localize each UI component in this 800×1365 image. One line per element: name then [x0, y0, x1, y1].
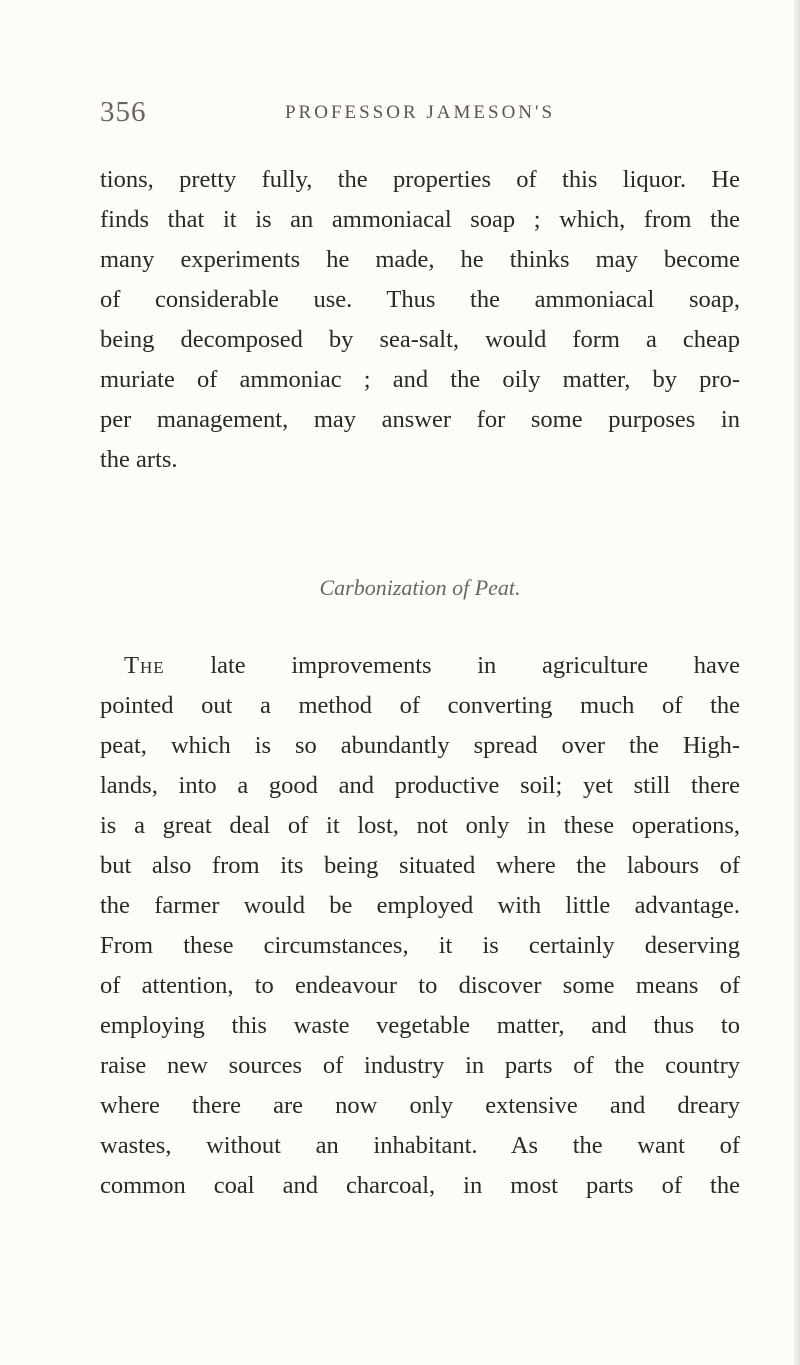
text-line: where there are now only extensive and dreary: [100, 1092, 740, 1119]
text-line: the arts.: [100, 446, 178, 473]
text-line: muriate of ammoniac ; and the oily matter, by pro-: [100, 366, 740, 393]
text-line: many experiments he made, he thinks may become: [100, 246, 740, 273]
text-line: but also from its being situated where the labours of: [100, 852, 740, 879]
running-head: PROFESSOR JAMESON'S: [284, 102, 556, 123]
text-line: is a great deal of it lost, not only in these operations,: [100, 812, 740, 839]
text-line: employing this waste vegetable matter, and thus to: [100, 1012, 740, 1039]
text-line: finds that it is an ammoniacal soap ; which, from the: [100, 206, 740, 233]
text-line: pointed out a method of converting much of the: [100, 692, 740, 719]
text-line: wastes, without an inhabitant. As the want of: [100, 1132, 740, 1159]
text-line: peat, which is so abundantly spread over the High-: [100, 732, 740, 759]
text-line: raise new sources of industry in parts of the country: [100, 1052, 740, 1079]
section-heading: Carbonization of Peat.: [319, 575, 521, 600]
text-line: tions, pretty fully, the properties of this liquor. He: [100, 166, 740, 193]
text-line: From these circumstances, it is certainly deserving: [100, 932, 740, 959]
text-line: of considerable use. Thus the ammoniacal soap,: [100, 286, 740, 313]
paragraph-2: [100, 646, 740, 1206]
page-header: [100, 96, 740, 136]
text-line: per management, may answer for some purposes in: [100, 406, 740, 433]
text-line: lands, into a good and productive soil; yet still there: [100, 772, 740, 799]
text-line: of attention, to endeavour to discover some means of: [100, 972, 740, 999]
text-line-first: [100, 646, 740, 686]
text-line: common coal and charcoal, in most parts of the: [100, 1172, 740, 1199]
drop-word: The: [124, 652, 165, 679]
first-line-rest: late improvements in agriculture have: [164, 652, 740, 679]
page-edge: [794, 0, 800, 1365]
text-line: being decomposed by sea-salt, would form a cheap: [100, 326, 740, 353]
page-number: 356: [100, 96, 147, 128]
text-line: the farmer would be employed with little advantage.: [100, 892, 740, 919]
paragraph-1: [100, 160, 740, 480]
